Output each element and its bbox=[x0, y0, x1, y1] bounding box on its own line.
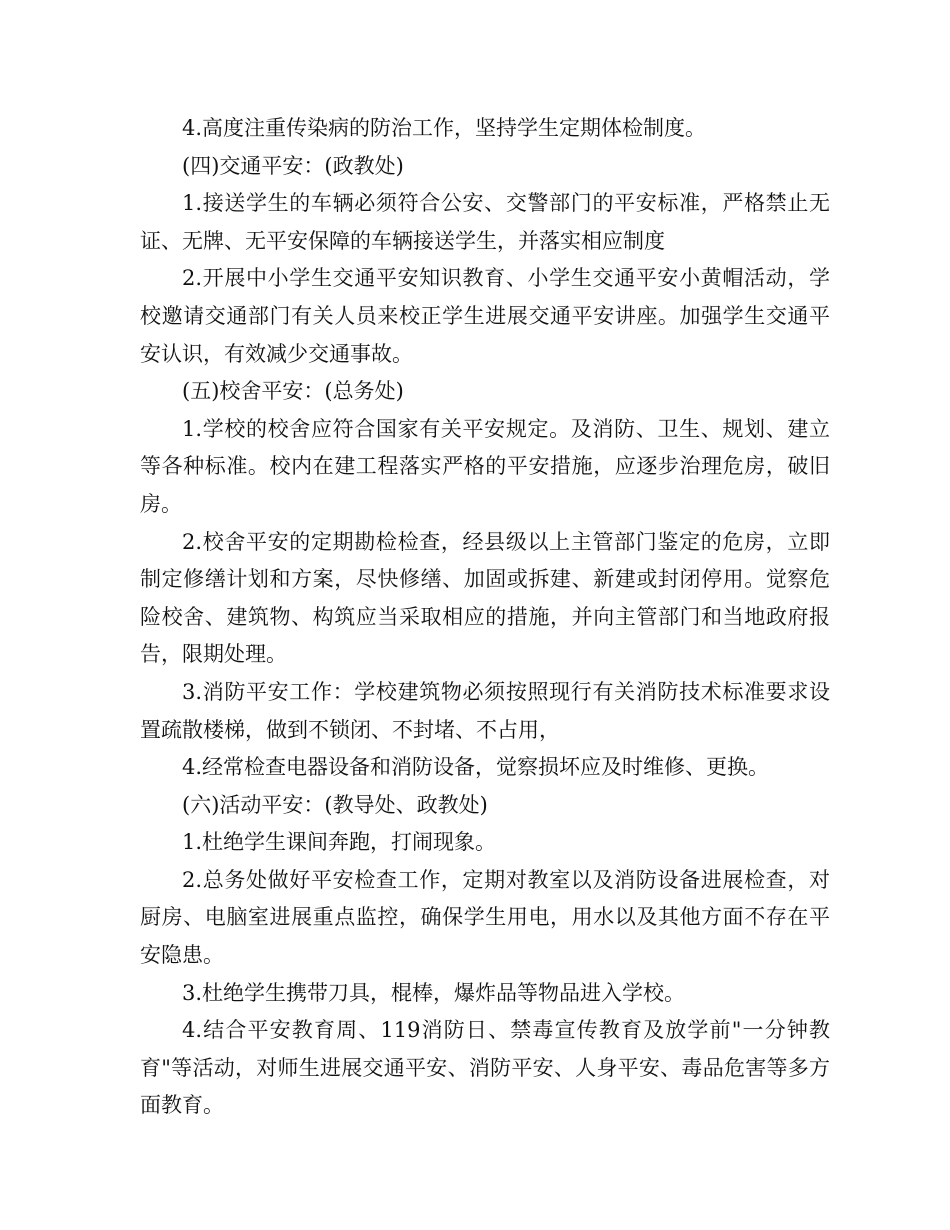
paragraph-safety-inspection: 2.总务处做好平安检查工作，定期对教室以及消防设备进展检查，对厨房、电脑室进展重点监控，确保学生用电，用水以及其他方面不存在平安隐患。 bbox=[140, 867, 830, 968]
section-heading-activity-safety: (六)活动平安：(教导处、政教处) bbox=[182, 792, 488, 817]
paragraph-fire-safety: 3.消防平安工作：学校建筑物必须按照现行有关消防技术标准要求设置疏散楼梯，做到不锁闭、不封堵、不占用， bbox=[140, 679, 830, 742]
document-page bbox=[140, 110, 830, 1125]
paragraph-safety-education: 4.结合平安教育周、119消防日、禁毒宣传教育及放学前"一分钟教育"等活动，对师生进展交通平安、消防平安、人身平安、毒品危害等多方面教育。 bbox=[140, 1018, 830, 1118]
paragraph-building-standards: 1.学校的校舍应符合国家有关平安规定。及消防、卫生、规划、建立等各种标准。校内在建工程落实严格的平安措施，应逐步治理危房，破旧房。 bbox=[140, 416, 830, 516]
section-heading-building-safety: (五)校舍平安：(总务处) bbox=[182, 379, 404, 404]
paragraph-no-weapons: 3.杜绝学生携带刀具，棍棒，爆炸品等物品进入学校。 bbox=[182, 980, 686, 1005]
paragraph-infectious-disease: 4.高度注重传染病的防治工作，坚持学生定期体检制度。 bbox=[182, 116, 707, 140]
paragraph-equipment-check: 4.经常检查电器设备和消防设备，觉察损坏应及时维修、更换。 bbox=[182, 755, 770, 780]
paragraph-traffic-education: 2.开展中小学生交通平安知识教育、小学生交通平安小黄帽活动，学校邀请交通部门有关人员来校正学生进展交通平安讲座。加强学生交通平安认识，有效减少交通事故。 bbox=[140, 266, 830, 366]
paragraph-building-inspection: 2.校舍平安的定期勘检检查，经县级以上主管部门鉴定的危房，立即制定修缮计划和方案，尽快修缮、加固或拆建、新建或封闭停用。觉察危险校舍、建筑物、构筑应当采取相应的措施，并向主管部门和当地政府报告，限期处理。 bbox=[140, 529, 830, 667]
section-heading-traffic-safety: (四)交通平安：(政教处) bbox=[182, 153, 404, 178]
paragraph-no-running: 1.杜绝学生课间奔跑，打闹现象。 bbox=[182, 830, 497, 855]
paragraph-school-vehicles: 1.接送学生的车辆必须符合公安、交警部门的平安标准，严格禁止无证、无牌、无平安保障的车辆接送学生，并落实相应制度 bbox=[140, 191, 830, 253]
